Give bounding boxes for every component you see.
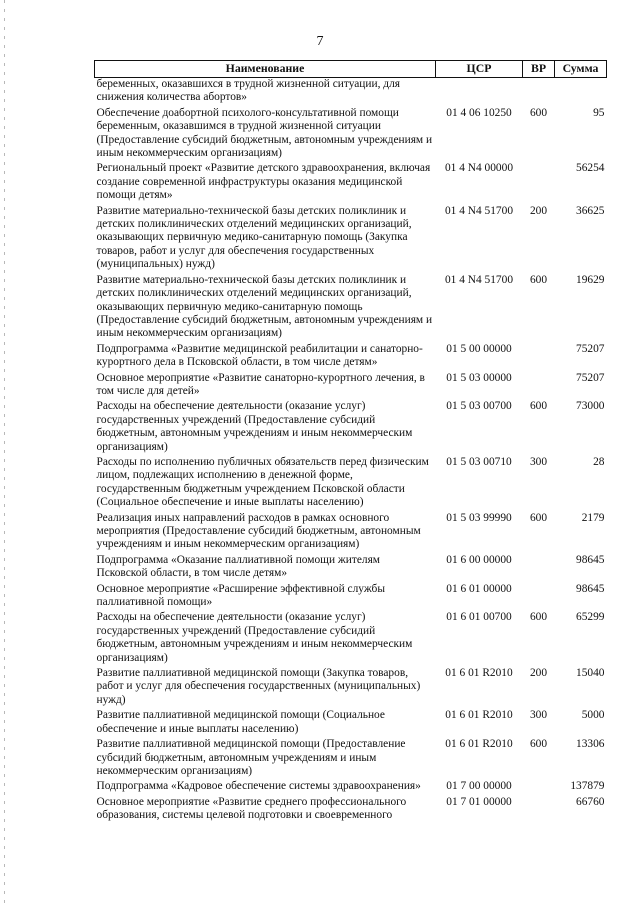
row-sum-cell: 98645 [576, 582, 605, 595]
row-sum-cell: 56254 [576, 162, 605, 175]
table-row [95, 583, 607, 612]
row-vr-cell [523, 780, 555, 795]
row-sum-cell: 98645 [576, 553, 605, 566]
table-row [95, 78, 607, 107]
row-csr-cell: 01 6 00 00000 [446, 553, 512, 566]
row-name-cell: Региональный проект «Развитие детского здравоохранения, включая создание современной инфраструктуры оказания медицинской помощи детям» [96, 162, 431, 202]
row-name-cell: беременных, оказавшихся в трудной жизненной ситуации, для снижения количества абортов» [96, 78, 400, 104]
row-name-cell: Развитие материально-технической базы детских поликлиник и детских поликлинических отделений медицинских организаций, оказывающих первичную медико-санитарную помощь (Предоставление субсидий бюджетным, автономным учреждениям и иным некоммерческим организациям) [96, 273, 433, 340]
row-vr-cell: 600 [529, 611, 548, 624]
row-sum-cell: 13306 [576, 738, 605, 751]
budget-table [94, 60, 607, 825]
header-name: Наименование [95, 61, 436, 78]
row-csr-cell: 01 6 01 R2010 [445, 709, 513, 722]
row-sum-cell: 65299 [576, 611, 605, 624]
table-row [95, 780, 607, 795]
table-row [95, 709, 607, 738]
row-sum-cell: 73000 [576, 400, 605, 413]
table-row [95, 667, 607, 709]
row-csr-cell: 01 5 03 00000 [446, 371, 512, 384]
table-row [95, 738, 607, 780]
table-row [95, 611, 607, 667]
row-sum-cell: 75207 [576, 371, 605, 384]
row-csr-cell: 01 7 00 00000 [446, 780, 512, 793]
row-sum-cell: 2179 [581, 511, 605, 524]
row-sum-cell: 66760 [576, 795, 605, 808]
row-name-cell: Подпрограмма «Оказание паллиативной помощи жителям Псковской области, в том числе детям» [96, 553, 381, 580]
row-sum-cell: 19629 [576, 273, 605, 286]
row-vr-cell [523, 78, 555, 107]
budget-table-container [94, 60, 606, 825]
row-name-cell: Развитие паллиативной медицинской помощи (Предоставление субсидий бюджетным, автономным учреждениям и иным некоммерческим организациям) [96, 738, 406, 777]
scan-edge-line [4, 0, 5, 905]
table-row [95, 372, 607, 401]
row-vr-cell [523, 372, 555, 401]
row-csr-cell: 01 6 01 R2010 [445, 667, 513, 680]
row-vr-cell: 300 [529, 455, 548, 468]
row-name-cell: Подпрограмма «Развитие медицинской реабилитации и санаторно-курортного дела в Псковской области, в том числе детям» [96, 342, 423, 369]
table-row [95, 343, 607, 372]
row-name-cell: Основное мероприятие «Развитие среднего профессионального образования, системы целевой подготовки и своевременного [96, 795, 407, 822]
row-name-cell: Развитие паллиативной медицинской помощи (Социальное обеспечение и иные выплаты населению) [96, 709, 385, 735]
row-sum-cell: 36625 [576, 204, 605, 217]
row-sum-cell: 5000 [581, 709, 605, 722]
row-vr-cell [523, 583, 555, 612]
row-name-cell: Развитие паллиативной медицинской помощи (Закупка товаров, работ и услуг для обеспечения государственных (муниципальных) нужд) [96, 667, 421, 706]
table-row [95, 554, 607, 583]
row-vr-cell: 600 [529, 511, 548, 524]
row-vr-cell [523, 554, 555, 583]
row-sum-cell [555, 78, 607, 107]
table-row [95, 162, 607, 204]
row-vr-cell: 600 [529, 106, 548, 119]
row-vr-cell: 200 [529, 667, 548, 680]
table-row [95, 205, 607, 274]
table-row [95, 512, 607, 554]
row-name-cell: Развитие материально-технической базы детских поликлиник и детских поликлинических отделений медицинских организаций, оказывающих первичную медико-санитарную помощь (Закупка товаров, работ и услуг для обеспечения государственных (муниципальных) нужд) [96, 204, 412, 271]
table-row [95, 400, 607, 456]
row-vr-cell [523, 343, 555, 372]
row-name-cell: Основное мероприятие «Развитие санаторно-курортного лечения, в том числе для детей» [96, 371, 425, 397]
row-csr-cell: 01 4 N4 51700 [444, 273, 514, 286]
row-vr-cell: 200 [529, 204, 548, 217]
table-body [95, 78, 607, 825]
header-vr: ВР [523, 61, 555, 78]
row-csr-cell: 01 7 01 00000 [446, 795, 512, 808]
row-csr-cell: 01 5 03 00710 [446, 455, 512, 468]
row-csr-cell: 01 6 01 R2010 [445, 738, 513, 751]
row-csr-cell: 01 6 01 00000 [446, 582, 512, 595]
row-csr-cell: 01 4 N4 51700 [444, 204, 514, 217]
row-name-cell: Основное мероприятие «Расширение эффективной службы паллиативной помощи» [96, 582, 385, 609]
row-csr-cell: 01 4 06 10250 [446, 106, 512, 119]
row-csr-cell: 01 5 03 99990 [446, 511, 512, 524]
row-sum-cell: 95 [593, 106, 605, 119]
table-row [95, 456, 607, 512]
row-name-cell: Обеспечение доабортной психолого-консультативной помощи беременным, оказавшимся в трудной жизненной ситуации (Предоставление субсидий бюджетным, автономным учреждениям и иным некоммерческим организациям) [96, 106, 433, 160]
table-row [95, 796, 607, 825]
row-csr-cell: 01 4 N4 00000 [444, 162, 514, 175]
row-vr-cell: 600 [529, 273, 548, 286]
row-sum-cell: 75207 [576, 342, 605, 355]
row-csr-cell: 01 5 03 00700 [446, 400, 512, 413]
row-vr-cell: 600 [529, 738, 548, 751]
row-name-cell: Расходы на обеспечение деятельности (оказание услуг) государственных учреждений (Предоставление субсидий бюджетным, автономным учреждениям и иным некоммерческим организациям) [96, 400, 413, 453]
row-vr-cell [523, 796, 555, 825]
row-vr-cell: 300 [529, 709, 548, 722]
table-row [95, 274, 607, 343]
table-row [95, 107, 607, 163]
row-name-cell: Реализация иных направлений расходов в рамках основного мероприятия (Предоставление субсидий бюджетным, автономным учреждениям и иным некоммерческим организациям) [96, 511, 421, 551]
row-sum-cell: 137879 [570, 780, 605, 793]
row-vr-cell: 600 [529, 400, 548, 413]
row-csr-cell: 01 5 00 00000 [446, 342, 512, 355]
row-vr-cell [523, 162, 555, 204]
row-csr-cell: 01 6 01 00700 [446, 611, 512, 624]
row-sum-cell: 15040 [576, 667, 605, 680]
header-csr: ЦСР [436, 61, 523, 78]
table-header-row [95, 61, 607, 78]
row-name-cell: Расходы по исполнению публичных обязательств перед физическим лицом, подлежащих исполнению в денежной форме, государственным бюджетным учреждением Псковской области (Социальное обеспечение и иные выплаты населению) [96, 455, 429, 509]
row-name-cell: Расходы на обеспечение деятельности (оказание услуг) государственных учреждений (Предоставление субсидий бюджетным, автономным учреждениям и иным некоммерческим организациям) [96, 611, 413, 664]
row-csr-cell [436, 78, 523, 107]
row-name-cell: Подпрограмма «Кадровое обеспечение системы здравоохранения» [96, 780, 421, 793]
page-number: 7 [316, 34, 324, 49]
row-sum-cell: 28 [593, 455, 605, 468]
header-sum: Сумма [555, 61, 607, 78]
